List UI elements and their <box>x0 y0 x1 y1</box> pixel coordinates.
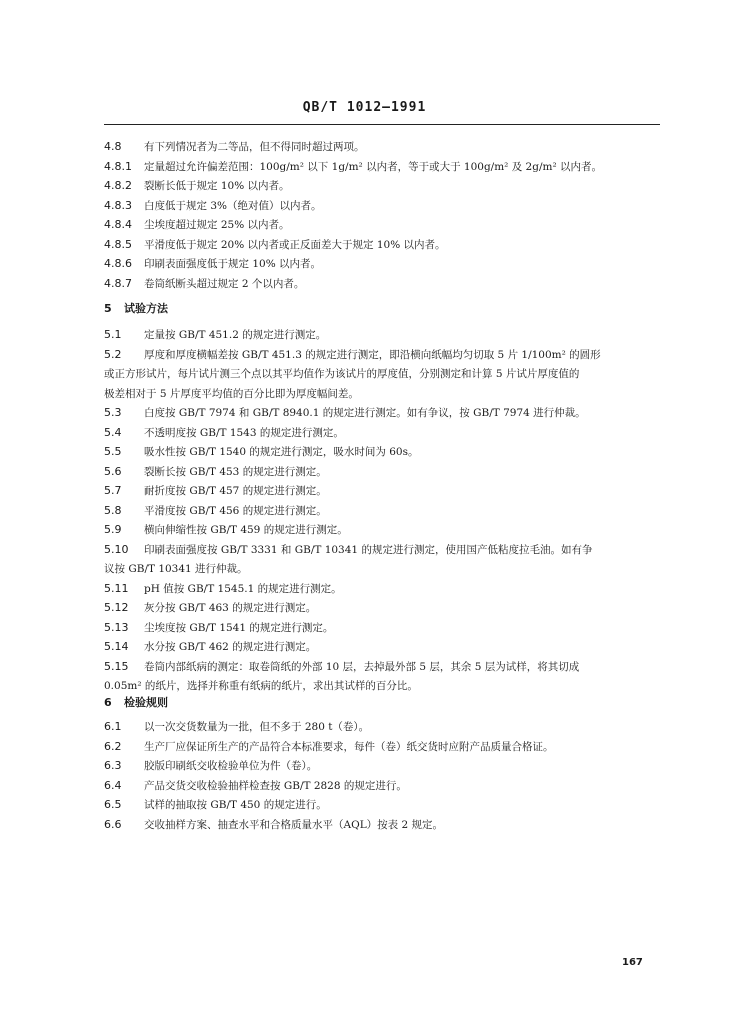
clause-number: 4.8.7 <box>104 276 132 290</box>
page-header: QB/T 1012—1991 <box>302 100 427 115</box>
clause-line <box>104 484 664 498</box>
clause-text: 极差相对于 5 片厚度平均值的百分比即为厚度幅间差。 <box>104 387 359 400</box>
clause-number: 6.5 <box>104 798 122 811</box>
clause-text: 卷筒内部纸病的测定：取卷筒纸的外部 10 层，去掉最外部 5 层，其余 5 层为试样，将其切成 <box>144 660 580 673</box>
clause-line <box>104 328 664 342</box>
clause-line <box>104 348 664 362</box>
section-number: 5 <box>104 302 112 315</box>
clause-text: 吸水性按 GB/T 1540 的规定进行测定，吸水时间为 60s。 <box>144 446 419 458</box>
clause-text: 以一次交货数量为一批，但不多于 280 t（卷）。 <box>144 721 370 733</box>
clause-line <box>104 277 664 291</box>
clause-text: 不透明度按 GB/T 1543 的规定进行测定。 <box>144 426 344 439</box>
clause-line <box>104 798 664 812</box>
clause-number: 5.4 <box>104 425 122 439</box>
clause-text: 定量按 GB/T 451.2 的规定进行测定。 <box>144 329 327 341</box>
clause-text: 厚度和厚度横幅差按 GB/T 451.3 的规定进行测定，即沿横向纸幅均匀切取 5 片 1/100m² 的圆形 <box>144 348 601 361</box>
clause-line <box>104 179 664 193</box>
clause-text: 横向伸缩性按 GB/T 459 的规定进行测定。 <box>144 524 348 536</box>
clause-number: 4.8.2 <box>104 179 132 192</box>
clause-text: 定量超过允许偏差范围：100g/m² 以下 1g/m² 以内者，等于或大于 100g/m² 及 2g/m² 以内者。 <box>144 160 603 173</box>
clause-number: 6.1 <box>104 720 122 733</box>
clause-number: 5.7 <box>104 484 122 497</box>
clause-text: 或正方形试片，每片试片测三个点以其平均值作为该试片的厚度值，分别测定和计算 5 片试片厚度值的 <box>104 368 580 380</box>
section-6-heading <box>104 694 168 710</box>
clause-number: 5.9 <box>104 523 122 536</box>
clause-line <box>104 406 664 420</box>
clause-number: 5.12 <box>104 601 129 614</box>
clause-text: 交收抽样方案、抽查水平和合格质量水平（AQL）按表 2 规定。 <box>144 818 444 831</box>
clause-line <box>104 426 664 440</box>
clause-number: 5.11 <box>104 581 129 595</box>
clause-line <box>104 140 664 154</box>
page-number: 167 <box>622 957 643 968</box>
clause-number: 4.8.5 <box>104 237 132 251</box>
clause-line <box>104 523 664 537</box>
clause-line <box>104 543 664 557</box>
clause-line <box>104 465 664 479</box>
clause-text: 平滑度低于规定 20% 以内者或正反面差大于规定 10% 以内者。 <box>144 238 446 251</box>
clause-number: 5.2 <box>104 347 122 361</box>
header-rule <box>104 124 660 125</box>
clause-number: 6.6 <box>104 817 122 831</box>
clause-number: 5.1 <box>104 328 122 341</box>
clause-text: 耐折度按 GB/T 457 的规定进行测定。 <box>144 485 327 497</box>
clause-number: 5.8 <box>104 503 122 517</box>
clause-number: 5.15 <box>104 659 129 673</box>
clause-number: 5.5 <box>104 445 122 458</box>
clause-line <box>104 199 664 213</box>
clause-text: 0.05m² 的纸片，选择并称重有纸病的纸片，求出其试样的百分比。 <box>104 680 418 692</box>
clause-text: 灰分按 GB/T 463 的规定进行测定。 <box>144 602 317 614</box>
clause-text: pH 值按 GB/T 1545.1 的规定进行测定。 <box>144 582 342 595</box>
clause-text: 尘埃度超过规定 25% 以内者。 <box>144 219 290 231</box>
clause-number: 6.3 <box>104 759 122 772</box>
clause-number: 5.10 <box>104 542 129 556</box>
clause-line <box>104 445 664 459</box>
clause-line <box>104 601 664 615</box>
section-title: 检验规则 <box>124 696 168 709</box>
clause-text: 裂断长按 GB/T 453 的规定进行测定。 <box>144 465 327 478</box>
clause-line <box>104 720 664 734</box>
clause-line <box>104 740 664 754</box>
clause-text: 卷筒纸断头超过规定 2 个以内者。 <box>144 277 305 290</box>
clause-line <box>104 257 664 271</box>
section-5-heading <box>104 300 168 316</box>
clause-line <box>104 779 664 793</box>
clause-text: 印刷表面强度按 GB/T 3331 和 GB/T 10341 的规定进行测定，使用国产低粘度拉毛油。如有争 <box>144 543 593 556</box>
clause-text: 平滑度按 GB/T 456 的规定进行测定。 <box>144 504 327 517</box>
clause-text: 水分按 GB/T 462 的规定进行测定。 <box>144 641 317 653</box>
clause-number: 5.14 <box>104 640 129 653</box>
clause-text: 白度按 GB/T 7974 和 GB/T 8940.1 的规定进行测定。如有争议，按 GB/T 7974 进行仲裁。 <box>144 407 586 419</box>
clause-continuation-line <box>104 387 664 401</box>
clause-number: 6.4 <box>104 778 122 792</box>
clause-text: 尘埃度按 GB/T 1541 的规定进行测定。 <box>144 621 334 634</box>
clause-number: 4.8 <box>104 140 122 153</box>
clause-line <box>104 660 664 674</box>
clause-number: 5.3 <box>104 406 122 419</box>
clause-line <box>104 160 664 174</box>
clause-number: 5.13 <box>104 620 129 634</box>
clause-line <box>104 582 664 596</box>
clause-number: 4.8.6 <box>104 257 132 270</box>
clause-line <box>104 238 664 252</box>
clause-continuation-line <box>104 367 664 381</box>
clause-line <box>104 759 664 773</box>
clause-number: 5.6 <box>104 464 122 478</box>
clause-line <box>104 640 664 654</box>
clause-line <box>104 621 664 635</box>
section-number: 6 <box>104 696 112 709</box>
clause-number: 4.8.3 <box>104 198 132 212</box>
clause-line <box>104 818 664 832</box>
clause-line <box>104 504 664 518</box>
clause-text: 白度低于规定 3%（绝对值）以内者。 <box>144 199 322 212</box>
clause-number: 4.8.1 <box>104 159 132 173</box>
clause-text: 有下列情况者为二等品，但不得同时超过两项。 <box>144 141 365 153</box>
clause-line <box>104 218 664 232</box>
clause-number: 6.2 <box>104 739 122 753</box>
clause-continuation-line <box>104 679 664 693</box>
clause-text: 试样的抽取按 GB/T 450 的规定进行。 <box>144 799 327 811</box>
clause-text: 议按 GB/T 10341 进行仲裁。 <box>104 563 248 575</box>
clause-continuation-line <box>104 562 664 576</box>
clause-text: 印刷表面强度低于规定 10% 以内者。 <box>144 258 322 270</box>
clause-text: 生产厂应保证所生产的产品符合本标准要求，每件（卷）纸交货时应附产品质量合格证。 <box>144 740 554 753</box>
clause-number: 4.8.4 <box>104 218 132 231</box>
section-title: 试验方法 <box>124 302 168 315</box>
clause-text: 裂断长低于规定 10% 以内者。 <box>144 180 290 192</box>
clause-text: 胶版印刷纸交收检验单位为件（卷）。 <box>144 760 318 772</box>
clause-text: 产品交货交收检验抽样检查按 GB/T 2828 的规定进行。 <box>144 779 407 792</box>
